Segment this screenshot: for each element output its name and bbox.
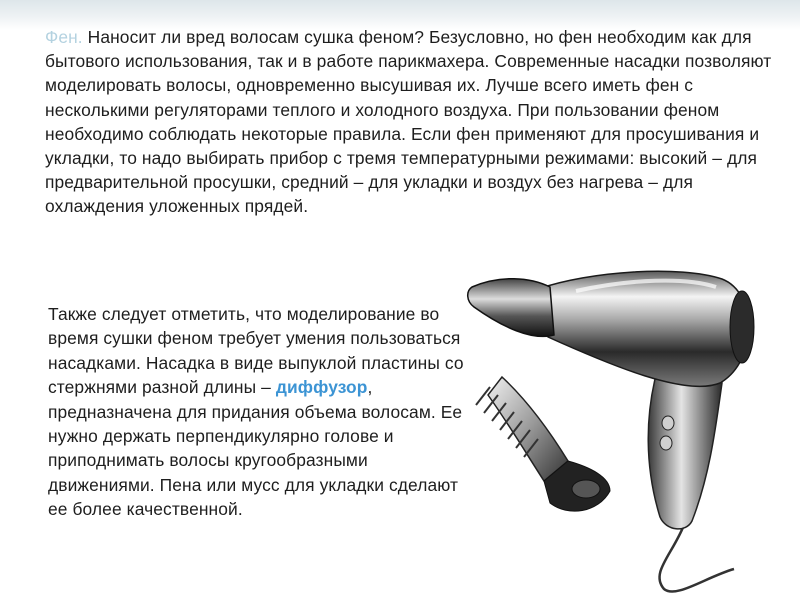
dryer-cord — [659, 525, 734, 592]
comb-opening — [572, 480, 600, 498]
diffuser-paragraph-text-start: Также следует отметить, что моделирование во время сушки феном требует умения пользоваться насадками. Насадка в виде выпуклой пластины со стержнями разной длины – — [48, 304, 464, 398]
dryer-rear-vent — [730, 291, 754, 363]
diffuser-paragraph — [48, 302, 468, 522]
dryer-body — [538, 271, 749, 386]
hair-dryer-drawing — [468, 271, 754, 591]
diffuser-comb-drawing — [476, 377, 610, 511]
diffuser-paragraph-text-end: , предназначена для придания объема волосам. Ее нужно держать перпендикулярно голове и приподнимать волосы кругообразными движениями. Пена или мусс для укладки сделают ее более качественной. — [48, 377, 463, 520]
hair-dryer-illustration — [460, 255, 800, 600]
diffuser-term: диффузор — [275, 377, 368, 398]
dryer-button-top — [662, 416, 674, 430]
dryer-handle — [648, 375, 722, 529]
dryer-nozzle — [468, 279, 554, 337]
intro-paragraph-text: Наносит ли вред волосам сушка феном? Безусловно, но фен необходим как для бытового использования, так и в работе парикмахера. Современные насадки позволяют моделировать волосы, одновременно высушивая их. Лучше всего иметь фен с несколькими регуляторами теплого и холодного воздуха. При пользовании феном необходимо соблюдать некоторые правила. Если фен применяют для просушивания и укладки, то надо выбирать прибор с тремя температурными режимами: высокий – для предварительной просушки, средний – для укладки и воздух без нагрева – для охлаждения уложенных прядей. — [45, 27, 772, 217]
dryer-button-bottom — [660, 436, 672, 450]
paragraph-lead-word: Фен. — [45, 27, 83, 47]
intro-paragraph — [45, 25, 790, 219]
